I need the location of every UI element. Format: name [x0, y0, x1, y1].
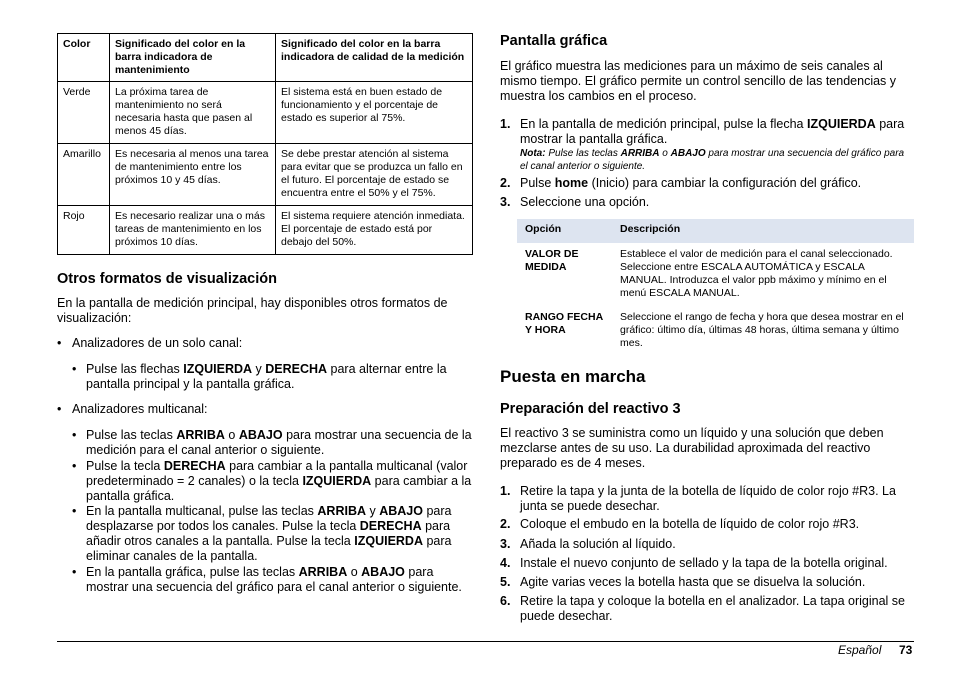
footer-divider — [57, 641, 914, 642]
puesta-step: Instale el nuevo conjunto de sellado y la tapa de la botella original. — [520, 556, 888, 570]
grafica-step-1: En la pantalla de medición principal, pulse la flecha IZQUIERDA para mostrar la pantalla gráfica. Nota: Pulse las teclas ARRIBA o ABAJO para mostrar una secuencia del gráfico para el canal anterior o siguiente. — [520, 117, 914, 173]
maintenance-color-table — [57, 33, 473, 255]
step-number: 1. — [500, 117, 511, 131]
multi-channel-item-4: En la pantalla gráfica, pulse las teclas ARRIBA o ABAJO para mostrar una secuencia del gráfico para el canal anterior o siguiente. — [86, 565, 462, 594]
cell-quality: El sistema requiere atención inmediata. El porcentaje de estado está por debajo del 50%. — [276, 206, 473, 255]
multi-channel-item-3: En la pantalla multicanal, pulse las teclas ARRIBA y ABAJO para desplazarse por todos los canales. Pulse la tecla DERECHA para añadir otros canales a la pantalla. Pulse la tecla IZQUIERDA para eliminar canales de la pantalla. — [86, 504, 452, 563]
header-color: Color — [58, 34, 110, 82]
header-maintenance-bar: Significado del color en la barra indicadora de mantenimiento — [110, 34, 276, 82]
option-description: Establece el valor de medición para el canal seleccionado. Seleccione entre ESCALA AUTOMÁTICA y ESCALA MANUAL. Introduzca el valor ppb máximo y mínimo en el menú ESCALA MANUAL. — [620, 248, 893, 299]
cell-quality: Se debe prestar atención al sistema para evitar que se produzca un fallo en el futuro. El porcentaje de estado se encuentra entre el 50% y el 75%. — [276, 144, 473, 206]
step-number: 3. — [500, 537, 511, 551]
section-heading-puesta: Puesta en marcha — [500, 367, 646, 386]
bullet-icon: • — [72, 428, 77, 442]
cell-maintenance: Es necesaria al menos una tarea de mantenimiento entre los próximos 10 y 45 días. — [110, 144, 276, 206]
puesta-intro: El reactivo 3 se suministra como un líquido y una solución que deben mezclarse antes de su uso. La durabilidad aproximada del reactivo preparado es de 4 meses. — [500, 426, 884, 470]
puesta-step: Agite varias veces la botella hasta que se disuelva la solución. — [520, 575, 866, 589]
cell-maintenance: La próxima tarea de mantenimiento no será necesaria hasta que pasen al menos 45 días. — [110, 82, 276, 144]
puesta-step: Retire la tapa y coloque la botella en el analizador. La tapa original se puede desechar. — [520, 594, 905, 623]
table-row — [517, 308, 914, 358]
graph-options-table — [517, 219, 914, 358]
grafica-note: Nota: Pulse las teclas ARRIBA o ABAJO para mostrar una secuencia del gráfico para el canal anterior o siguiente. — [520, 148, 905, 172]
table-row — [58, 82, 473, 144]
table-header-row — [517, 219, 914, 243]
cell-maintenance: Es necesario realizar una o más tareas de mantenimiento en los próximos 10 días. — [110, 206, 276, 255]
subsection-heading-reactivo: Preparación del reactivo 3 — [500, 401, 681, 417]
step-number: 1. — [500, 484, 511, 498]
step-number: 5. — [500, 575, 511, 589]
bullet-icon: • — [72, 504, 77, 518]
header-description: Descripción — [612, 219, 914, 243]
bullet-icon: • — [57, 336, 62, 350]
header-option: Opción — [517, 219, 612, 243]
footer-language: Español — [838, 643, 882, 657]
puesta-step: Añada la solución al líquido. — [520, 537, 676, 551]
header-quality-bar: Significado del color en la barra indicadora de calidad de la medición — [276, 34, 473, 82]
puesta-step: Coloque el embudo en la botella de líquido de color rojo #R3. — [520, 517, 860, 531]
grafica-step-2: Pulse home (Inicio) para cambiar la configuración del gráfico. — [520, 176, 862, 190]
step-number: 6. — [500, 594, 511, 608]
otros-intro: En la pantalla de medición principal, hay disponibles otros formatos de visualización: — [57, 296, 448, 325]
table-row — [58, 206, 473, 255]
cell-color: Amarillo — [58, 144, 110, 206]
section-heading-otros: Otros formatos de visualización — [57, 271, 277, 287]
single-channel-label: Analizadores de un solo canal: — [72, 336, 243, 350]
grafica-intro: El gráfico muestra las mediciones para un máximo de seis canales al mismo tiempo. El gráfico permite un control sencillo de las tendencias y muestra los cambios en el proceso. — [500, 59, 897, 103]
table-row — [517, 243, 914, 308]
bullet-icon: • — [72, 459, 77, 473]
cell-color: Verde — [58, 82, 110, 144]
grafica-step-3: Seleccione una opción. — [520, 195, 650, 209]
multi-channel-item-2: Pulse la tecla DERECHA para cambiar a la pantalla multicanal (valor predeterminado = 2 canales) o la tecla IZQUIERDA para cambiar a la pantalla gráfica. — [86, 459, 472, 503]
option-name: VALOR DE MEDIDA — [525, 248, 579, 273]
table-row — [58, 144, 473, 206]
table-header-row — [58, 34, 473, 82]
cell-quality: El sistema está en buen estado de funcionamiento y el porcentaje de estado es superior al 75%. — [276, 82, 473, 144]
step-number: 2. — [500, 517, 511, 531]
multi-channel-item-1: Pulse las teclas ARRIBA o ABAJO para mostrar una secuencia de la medición para el canal anterior o siguiente. — [86, 428, 472, 457]
cell-color: Rojo — [58, 206, 110, 255]
bullet-icon: • — [72, 565, 77, 579]
step-number: 4. — [500, 556, 511, 570]
step-number: 3. — [500, 195, 511, 209]
section-heading-grafica: Pantalla gráfica — [500, 33, 608, 49]
single-channel-item: Pulse las flechas IZQUIERDA y DERECHA para alternar entre la pantalla principal y la pantalla gráfica. — [86, 362, 447, 391]
option-name: RANGO FECHA Y HORA — [525, 311, 603, 336]
bullet-icon: • — [72, 362, 77, 376]
bullet-icon: • — [57, 402, 62, 416]
option-description: Seleccione el rango de fecha y hora que desea mostrar en el gráfico: último día, últimas 48 horas, última semana y último mes. — [620, 311, 904, 349]
page-number: 73 — [899, 643, 913, 657]
step-number: 2. — [500, 176, 511, 190]
multi-channel-label: Analizadores multicanal: — [72, 402, 208, 416]
puesta-step: Retire la tapa y la junta de la botella de líquido de color rojo #R3. La junta se puede desechar. — [520, 484, 896, 513]
